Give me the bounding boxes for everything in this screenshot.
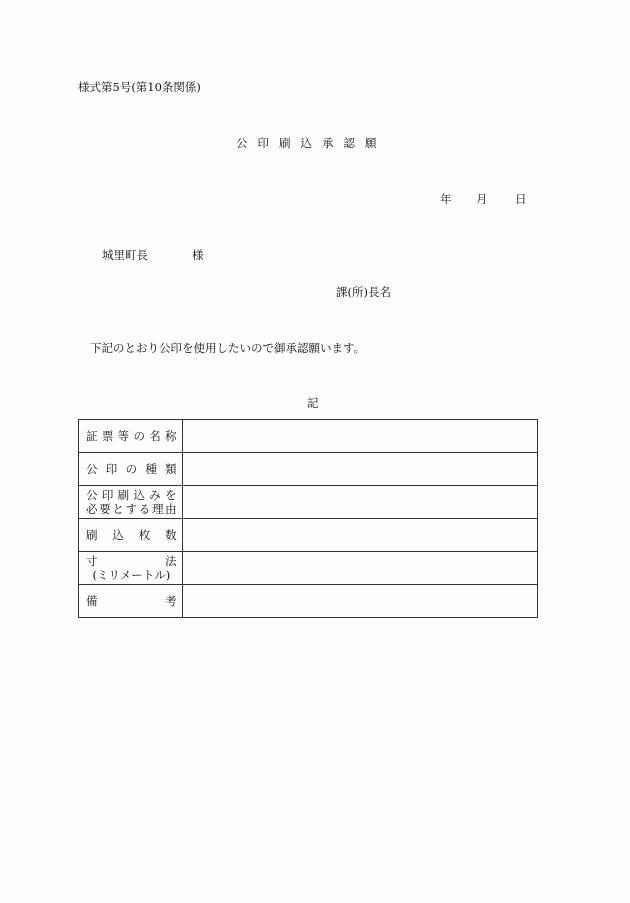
body-text: 下記のとおり公印を使用したいので御承認願います。 xyxy=(90,341,366,355)
row-label xyxy=(79,486,183,519)
row-value[interactable] xyxy=(182,585,537,618)
document-title: 公印刷込承認願 xyxy=(236,136,387,150)
application-table xyxy=(78,419,538,618)
row-label-text: 証票等の名称 xyxy=(86,428,177,443)
row-label xyxy=(79,552,183,585)
table-row xyxy=(79,519,538,552)
row-value[interactable] xyxy=(182,420,537,453)
table-row xyxy=(79,552,538,585)
date-year: 年 xyxy=(440,192,452,206)
applicant-title: 課(所)長名 xyxy=(336,285,391,299)
row-label-text: 寸法 xyxy=(86,553,177,568)
form-number: 様式第5号(第10条関係) xyxy=(78,80,201,94)
addressee xyxy=(102,250,204,262)
row-label-text: 必要とする理由 xyxy=(86,502,177,516)
row-label xyxy=(79,585,183,618)
table-row xyxy=(79,486,538,519)
row-value[interactable] xyxy=(182,552,537,585)
row-value[interactable] xyxy=(182,486,537,519)
date-day: 日 xyxy=(515,192,527,206)
addressee-name: 城里町長 xyxy=(102,248,148,262)
table-row xyxy=(79,420,538,453)
table-row xyxy=(79,585,538,618)
row-value[interactable] xyxy=(182,453,537,486)
row-value[interactable] xyxy=(182,519,537,552)
row-label xyxy=(79,453,183,486)
row-label xyxy=(79,519,183,552)
date-line xyxy=(440,194,527,206)
row-label-text: 刷込枚数 xyxy=(86,527,177,542)
row-label-text: 備考 xyxy=(86,593,177,608)
row-label-text: 公印の種類 xyxy=(86,461,177,476)
row-label xyxy=(79,420,183,453)
table-row xyxy=(79,453,538,486)
row-label-text: 公印刷込みを xyxy=(86,487,177,502)
addressee-honorific: 様 xyxy=(192,248,204,262)
date-month: 月 xyxy=(476,192,488,206)
ki-heading: 記 xyxy=(307,396,319,410)
row-label-text: (ミリメートル) xyxy=(92,568,171,582)
